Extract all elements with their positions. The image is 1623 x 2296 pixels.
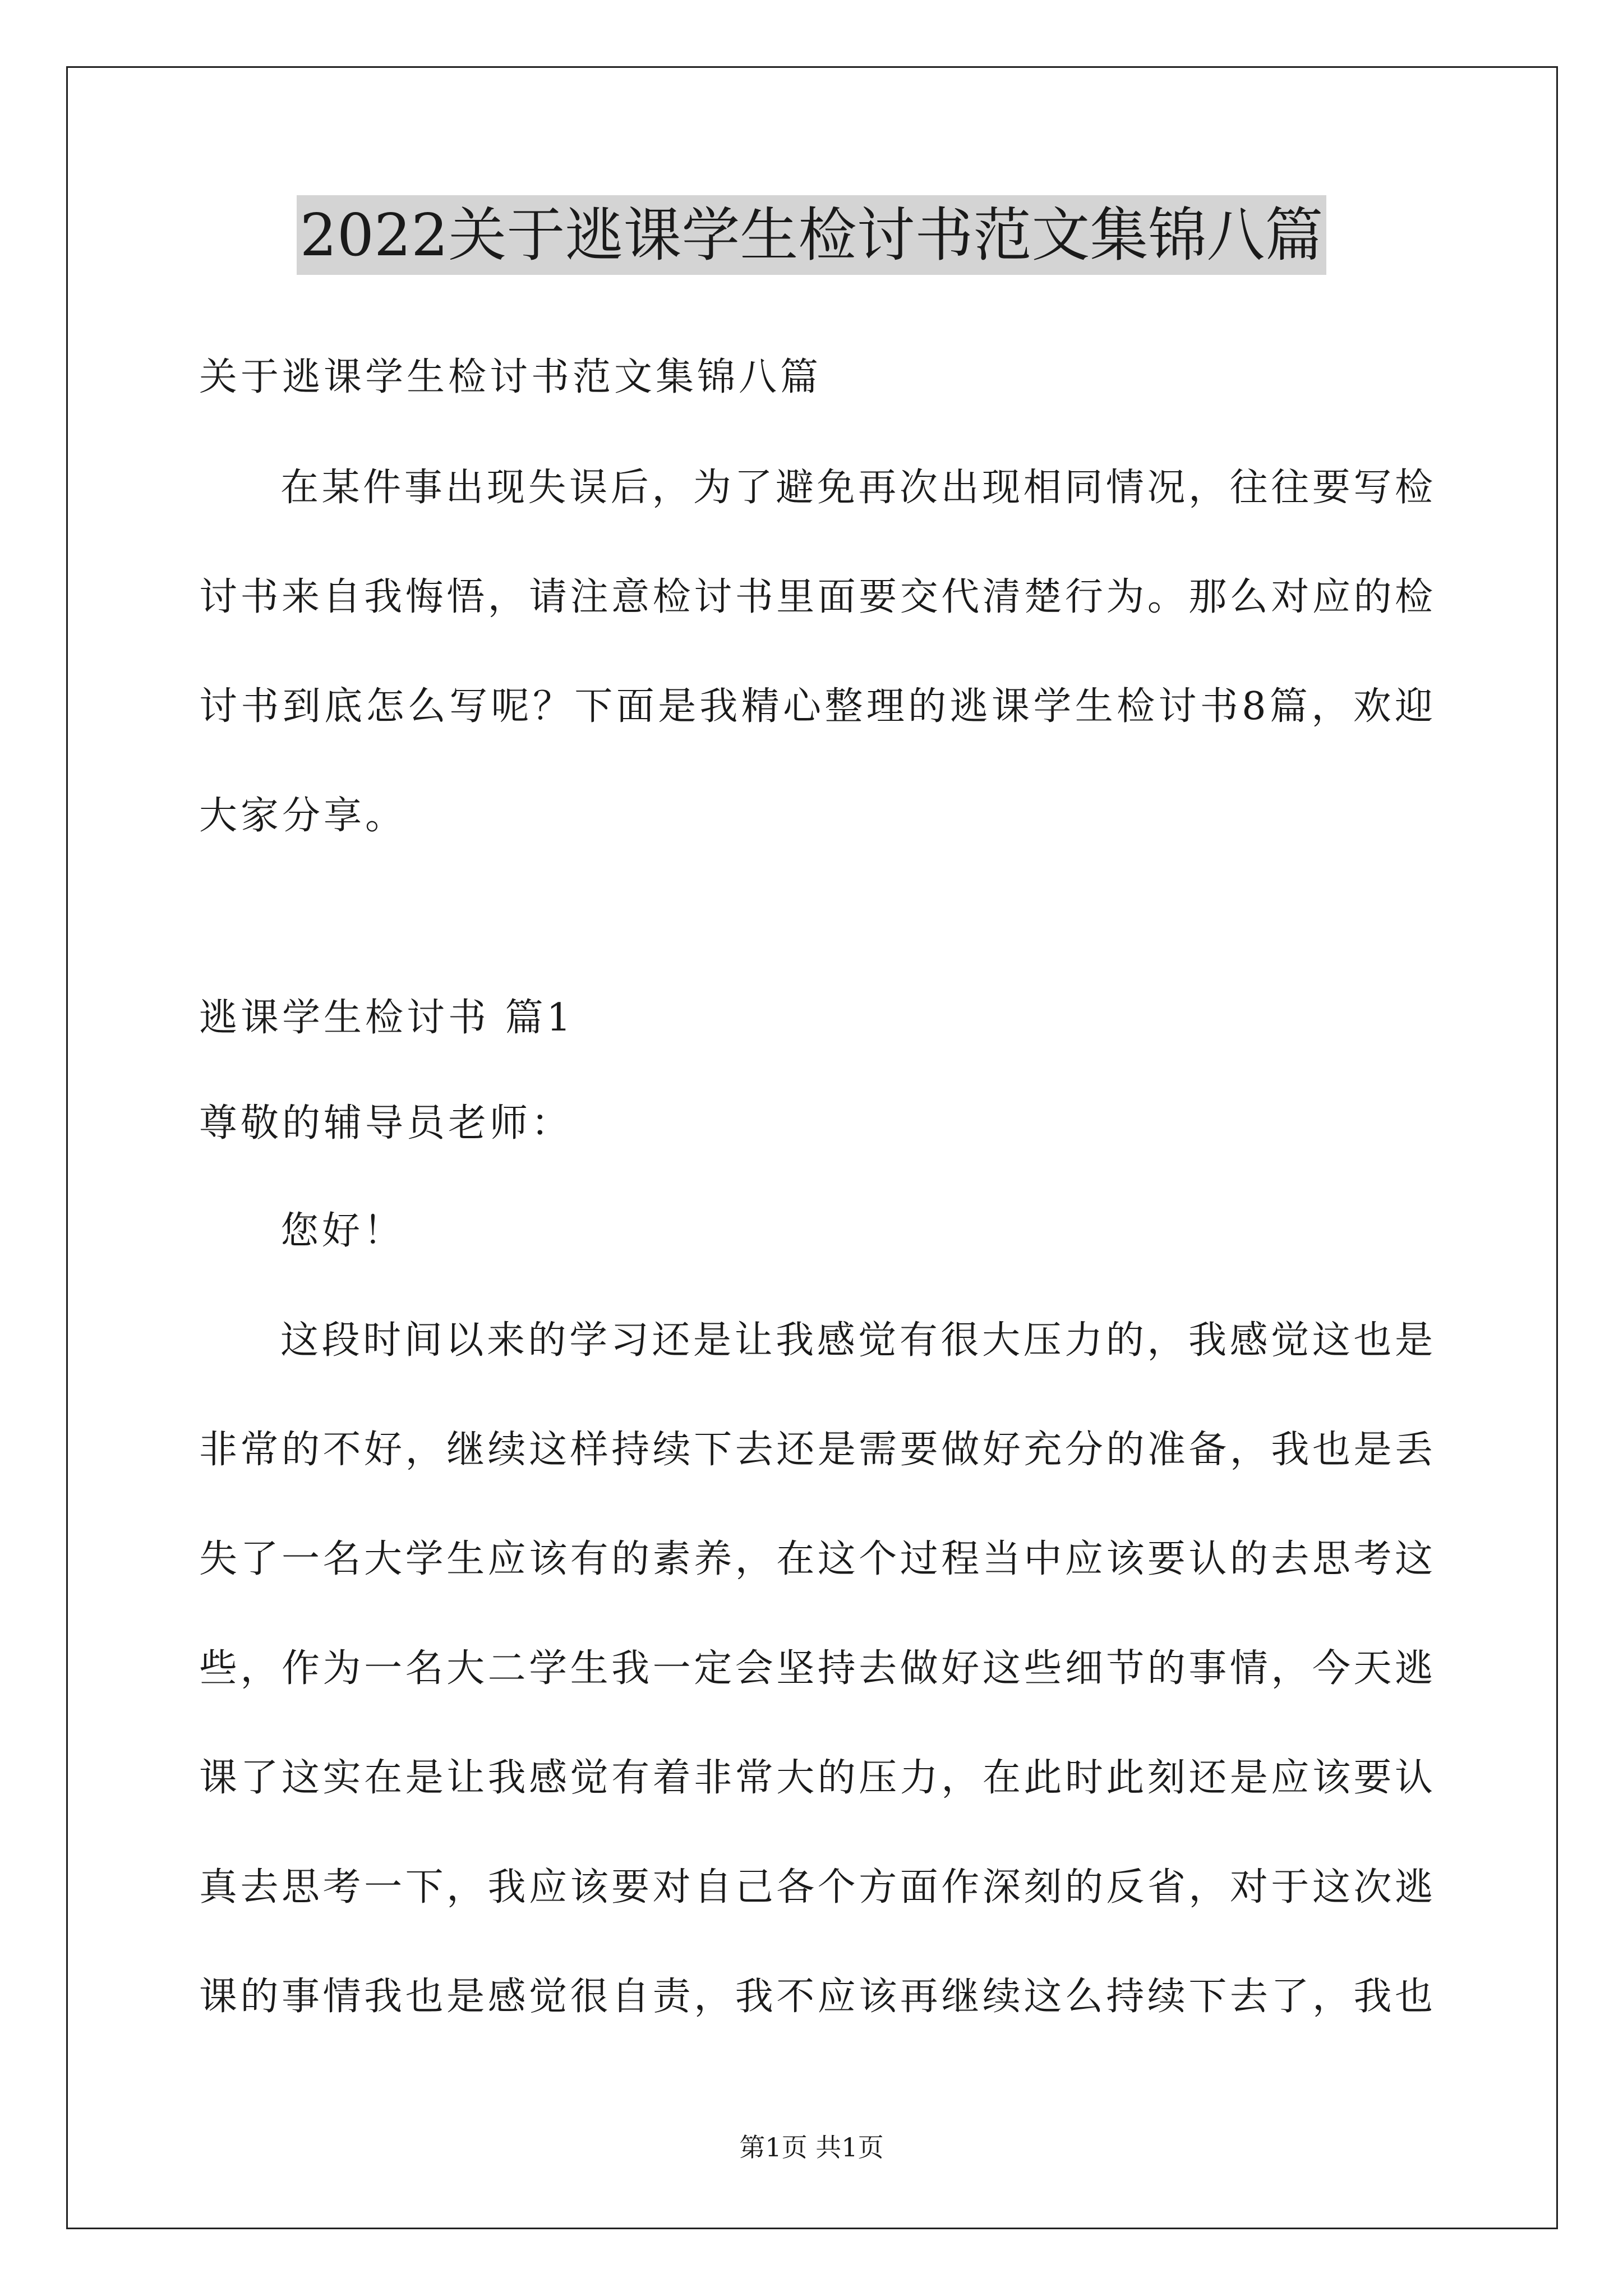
document-title: 2022关于逃课学生检讨书范文集锦八篇 (297, 195, 1327, 275)
greeting: 您好！ (280, 1209, 405, 1253)
body-line: 课了这实在是让我感觉有着非常大的压力，在此时此刻还是应该要认 (199, 1756, 1433, 1800)
intro-line: 大家分享。 (199, 794, 407, 838)
body-line: 真去思考一下，我应该要对自己各个方面作深刻的反省，对于这次逃 (199, 1865, 1433, 1910)
document-subtitle: 关于逃课学生检讨书范文集锦八篇 (199, 355, 822, 399)
intro-line: 讨书到底怎么写呢？下面是我精心整理的逃课学生检讨书8篇，欢迎 (199, 684, 1433, 729)
section-heading: 逃课学生检讨书 篇1 (199, 996, 574, 1040)
title-container (0, 195, 1623, 275)
body-line: 些，作为一名大二学生我一定会坚持去做好这些细节的事情，今天逃 (199, 1646, 1433, 1691)
body-line: 课的事情我也是感觉很自责，我不应该再继续这么持续下去了，我也 (199, 1975, 1433, 2019)
page-footer: 第1页 共1页 (739, 2132, 884, 2162)
intro-line: 讨书来自我悔悟，请注意检讨书里面要交代清楚行为。那么对应的检 (199, 575, 1433, 619)
salutation: 尊敬的辅导员老师： (199, 1101, 573, 1145)
body-line: 非常的不好，继续这样持续下去还是需要做好充分的准备，我也是丢 (199, 1428, 1433, 1472)
intro-line: 在某件事出现失误后，为了避免再次出现相同情况，往往要写检 (280, 466, 1433, 510)
body-line: 失了一名大学生应该有的素养，在这个过程当中应该要认的去思考这 (199, 1537, 1433, 1581)
body-line: 这段时间以来的学习还是让我感觉有很大压力的，我感觉这也是 (280, 1318, 1433, 1363)
